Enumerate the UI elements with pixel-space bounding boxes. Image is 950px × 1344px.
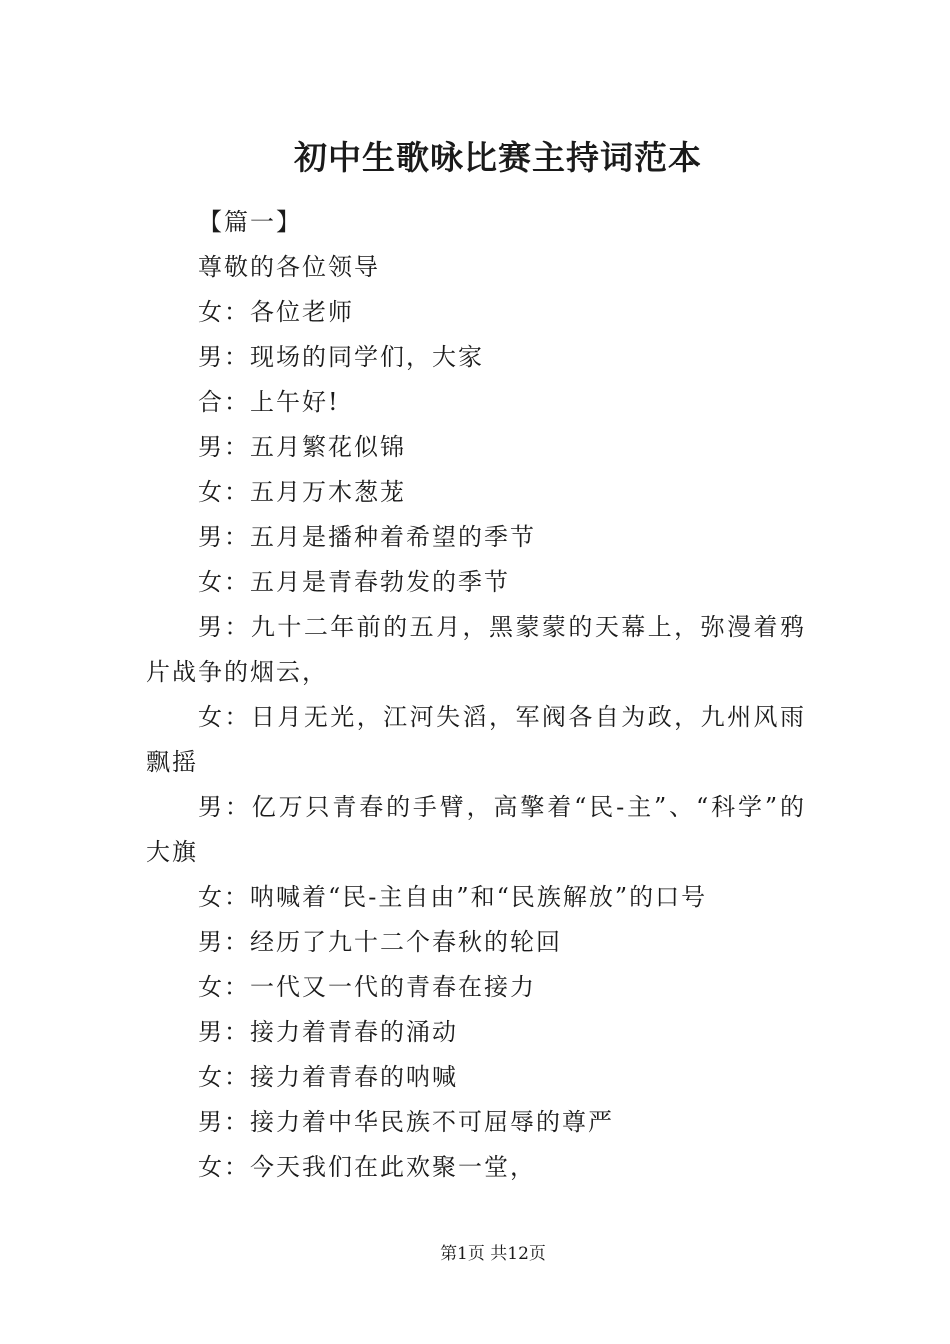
- paragraph: 男：经历了九十二个春秋的轮回: [198, 928, 562, 956]
- paragraph: 男：接力着青春的涌动: [198, 1018, 458, 1046]
- paragraph: 女：日月无光，江河失滔，军阀各自为政，九州风雨飘摇: [146, 703, 806, 776]
- page-footer-page-number: 第1页 共12页: [440, 1244, 546, 1264]
- document-title: 初中生歌咏比赛主持词范本: [294, 138, 702, 177]
- paragraph: 女：一代又一代的青春在接力: [198, 973, 536, 1001]
- paragraph: 男：亿万只青春的手臂，高擎着“民-主”、“科学”的大旗: [146, 793, 806, 866]
- paragraph: 女：各位老师: [198, 298, 354, 326]
- paragraph: 女：接力着青春的呐喊: [198, 1063, 458, 1091]
- paragraph: 女：五月万木葱茏: [198, 478, 406, 506]
- document-body: [146, 200, 806, 1190]
- paragraph: 男：接力着中华民族不可屈辱的尊严: [198, 1108, 614, 1136]
- paragraph: 男：五月是播种着希望的季节: [198, 523, 536, 551]
- paragraph: 合：上午好!: [198, 388, 340, 416]
- paragraph: 女：五月是青春勃发的季节: [198, 568, 510, 596]
- paragraph: 男：九十二年前的五月，黑蒙蒙的天幕上，弥漫着鸦片战争的烟云，: [146, 613, 806, 686]
- paragraph: 尊敬的各位领导: [198, 253, 380, 281]
- paragraph: 男：五月繁花似锦: [198, 433, 406, 461]
- paragraph-section-heading: 【篇一】: [198, 208, 302, 236]
- paragraph: 女：今天我们在此欢聚一堂，: [198, 1153, 536, 1181]
- paragraph: 男：现场的同学们，大家: [198, 343, 484, 371]
- paragraph: 女：呐喊着“民-主自由”和“民族解放”的口号: [198, 883, 708, 911]
